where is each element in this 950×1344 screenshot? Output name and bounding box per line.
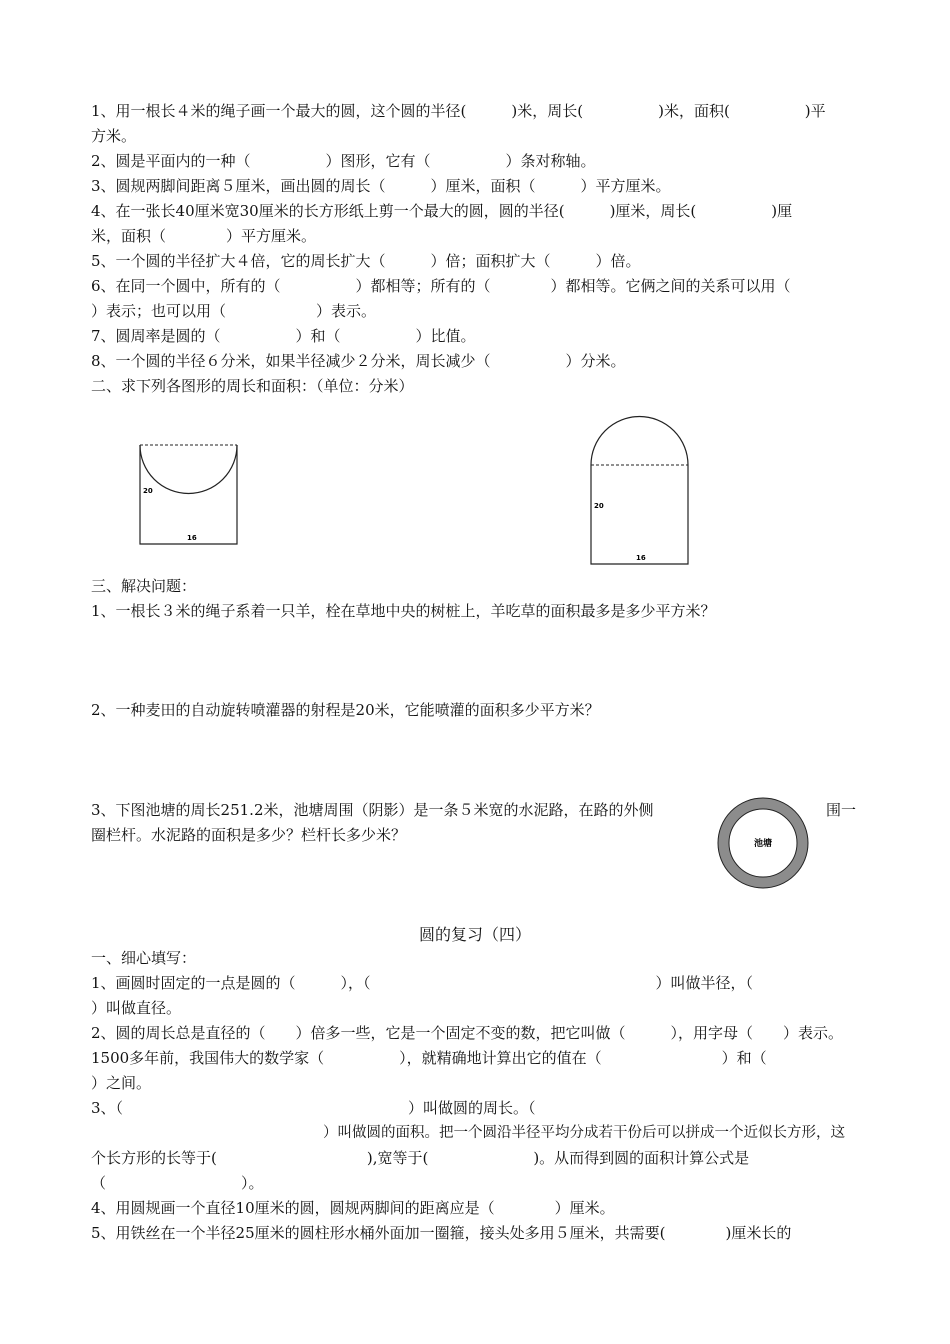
- question-2: 2、圆是平面内的一种（ ）图形，它有（ ）条对称轴。: [91, 152, 596, 170]
- problem-3-line-1-end: 围一: [826, 801, 857, 819]
- question-1-text: 1、用一根长４米的绳子画一个最大的圆，这个圆的半径( )米，周长( )米，面积( )平: [91, 102, 826, 120]
- question-5: 5、一个圆的半径扩大４倍，它的周长扩大（ ）倍；面积扩大（ ）倍。: [91, 252, 641, 270]
- question-1-line-1: [91, 101, 861, 121]
- fig2-height-label: 20: [594, 502, 604, 510]
- part-3-heading: 三、解决问题：: [91, 577, 197, 595]
- review-4-heading: 一、细心填写：: [91, 949, 197, 967]
- review-q3-line-3: 个长方形的长等于( ),宽等于( )。从而得到圆的面积计算公式是: [91, 1149, 750, 1167]
- fig2-rectangle-sides: [591, 465, 688, 564]
- question-4-line-1: 4、在一张长40厘米宽30厘米的长方形纸上剪一个最大的圆，圆的半径( )厘米，周长( )厘: [91, 202, 793, 220]
- problem-3-line-1: 3、下图池塘的周长251.2米，池塘周围（阴影）是一条５米宽的水泥路，在路的外侧: [91, 801, 654, 819]
- review-q3-line-2: ）叫做圆的面积。把一个圆沿半径平均分成若干份后可以拼成一个近似长方形，这: [91, 1125, 845, 1141]
- question-8: 8、一个圆的半径６分米，如果半径减少２分米，周长减少（ ）分米。: [91, 352, 626, 370]
- question-3: 3、圆规两脚间距离５厘米，画出圆的周长（ ）厘米，面积（ ）平方厘米。: [91, 177, 671, 195]
- review-q2-line-3: ）之间。: [91, 1074, 152, 1092]
- problem-2: 2、一种麦田的自动旋转喷灌器的射程是20米，它能喷灌的面积多少平方米？: [91, 701, 600, 719]
- review-q3-line-4: （ ）。: [91, 1174, 264, 1192]
- fig1-semicircle-cut: [140, 445, 237, 494]
- problem-3-line-2: 圈栏杆。水泥路的面积是多少？栏杆长多少米？: [91, 826, 407, 844]
- review-q2-line-2: 1500多年前，我国伟大的数学家（ ），就精确地计算出它的值在（ ）和（: [91, 1049, 767, 1067]
- review-q2-line-1: 2、圆的周长总是直径的（ ）倍多一些，它是一个固定不变的数，把它叫做（ ），用字母（ ）表示。: [91, 1024, 844, 1042]
- figure-rectangle-plus-semicircle: [582, 412, 702, 568]
- pond-ring-figure: [716, 796, 810, 890]
- review-q5: 5、用铁丝在一个半径25厘米的圆柱形水桶外面加一圈箍，接头处多用５厘米，共需要( )厘米长的: [91, 1224, 792, 1242]
- question-1-line-2: 方米。: [91, 127, 137, 145]
- fig2-width-label: 16: [636, 554, 646, 562]
- question-6-line-1: 6、在同一个圆中，所有的（ ）都相等；所有的（ ）都相等。它俩之间的关系可以用（: [91, 277, 791, 295]
- part-2-heading: 二、求下列各图形的周长和面积：（单位：分米）: [91, 377, 414, 395]
- fig1-rectangle-sides: [140, 445, 237, 544]
- review-q1-line-2: ）叫做直径。: [91, 999, 182, 1017]
- question-6-line-2: ）表示；也可以用（ ）表示。: [91, 302, 377, 320]
- review-q1-line-1: 1、画圆时固定的一点是圆的（ ），（ ）叫做半径，（: [91, 974, 754, 992]
- review-4-title: 圆的复习（四）: [418, 925, 531, 944]
- fig1-height-label: 20: [143, 487, 153, 495]
- review-q3-line-1: 3、（ ）叫做圆的周长。（: [91, 1099, 536, 1117]
- fig2-semicircle-top: [591, 417, 688, 465]
- question-4-line-2: 米，面积（ ）平方厘米。: [91, 227, 317, 245]
- figure-rectangle-minus-semicircle: [130, 436, 250, 548]
- fig1-width-label: 16: [187, 534, 197, 542]
- question-7: 7、圆周率是圆的（ ）和（ ）比值。: [91, 327, 476, 345]
- review-q4: 4、用圆规画一个直径10厘米的圆，圆规两脚间的距离应是（ ）厘米。: [91, 1199, 615, 1217]
- pond-label: 池塘: [753, 839, 773, 849]
- problem-1: 1、一根长３米的绳子系着一只羊，栓在草地中央的树桩上，羊吃草的面积最多是多少平方米？: [91, 602, 716, 620]
